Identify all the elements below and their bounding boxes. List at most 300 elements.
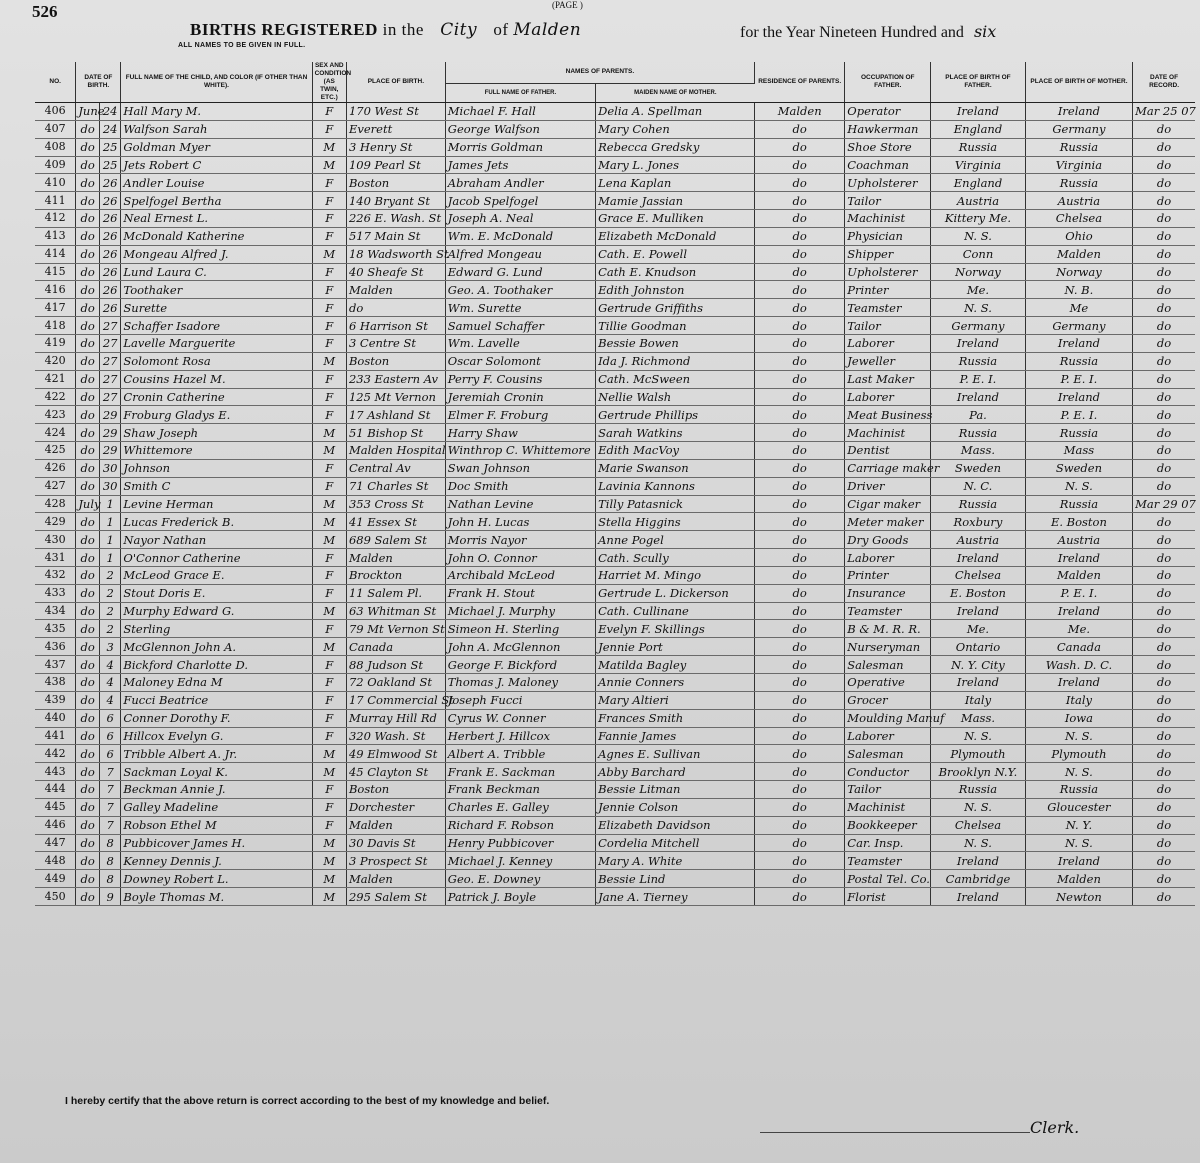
cell-record: do: [1133, 638, 1195, 656]
table-row: [35, 156, 1195, 174]
cell-name: Lucas Frederick B.: [121, 513, 312, 531]
cell-mother: Bessie Lind: [596, 870, 755, 888]
cell-month: do: [76, 870, 100, 888]
cell-no: 422: [35, 388, 76, 406]
cell-record: do: [1133, 531, 1195, 549]
cell-month: do: [76, 156, 100, 174]
cell-day: 6: [99, 745, 120, 763]
col-sex: SEX AND CONDITION (AS TWIN, ETC.): [312, 62, 346, 103]
cell-residence: do: [755, 138, 845, 156]
cell-name: Surette: [121, 299, 312, 317]
col-mother-name: MAIDEN NAME OF MOTHER.: [596, 83, 755, 102]
cell-sex: F: [312, 816, 346, 834]
cell-fbirth: Russia: [931, 781, 1026, 799]
cell-place: 45 Clayton St: [346, 763, 445, 781]
births-table: [35, 62, 1195, 906]
table-row: [35, 138, 1195, 156]
cell-day: 8: [99, 870, 120, 888]
cell-residence: do: [755, 691, 845, 709]
cell-name: Walfson Sarah: [121, 120, 312, 138]
cell-sex: F: [312, 620, 346, 638]
cell-day: 27: [99, 352, 120, 370]
cell-place: Boston: [346, 174, 445, 192]
cell-name: Sterling: [121, 620, 312, 638]
cell-no: 411: [35, 192, 76, 210]
cell-occupation: Dry Goods: [845, 531, 931, 549]
table-row: [35, 656, 1195, 674]
cell-sex: M: [312, 870, 346, 888]
cell-residence: do: [755, 870, 845, 888]
cell-place: 689 Salem St: [346, 531, 445, 549]
cell-father: Frank E. Sackman: [445, 763, 595, 781]
cell-residence: do: [755, 317, 845, 335]
cell-mother: Marie Swanson: [596, 459, 755, 477]
cell-occupation: Laborer: [845, 334, 931, 352]
table-row: [35, 531, 1195, 549]
table-row: [35, 674, 1195, 692]
cell-day: 26: [99, 192, 120, 210]
cell-occupation: Operator: [845, 103, 931, 121]
cell-record: do: [1133, 388, 1195, 406]
cell-father: John O. Connor: [445, 549, 595, 567]
cell-residence: do: [755, 459, 845, 477]
cell-father: Thomas J. Maloney: [445, 674, 595, 692]
cell-record: do: [1133, 192, 1195, 210]
cell-name: Conner Dorothy F.: [121, 709, 312, 727]
cell-month: do: [76, 852, 100, 870]
cell-month: do: [76, 656, 100, 674]
cell-mbirth: Russia: [1025, 424, 1132, 442]
cell-record: do: [1133, 174, 1195, 192]
cell-day: 25: [99, 138, 120, 156]
table-row: [35, 245, 1195, 263]
table-row: [35, 709, 1195, 727]
cell-residence: do: [755, 852, 845, 870]
cell-mother: Fannie James: [596, 727, 755, 745]
cell-father: Henry Pubbicover: [445, 834, 595, 852]
cell-no: 438: [35, 674, 76, 692]
cell-occupation: Coachman: [845, 156, 931, 174]
cell-name: Fucci Beatrice: [121, 691, 312, 709]
cell-mbirth: Ireland: [1025, 103, 1132, 121]
col-father-birthplace: PLACE OF BIRTH OF FATHER.: [931, 62, 1026, 103]
cell-no: 410: [35, 174, 76, 192]
cell-place: 17 Ashland St: [346, 406, 445, 424]
cell-month: do: [76, 138, 100, 156]
cell-no: 413: [35, 227, 76, 245]
cell-mother: Mary Altieri: [596, 691, 755, 709]
year-prefix: for the Year Nineteen Hundred and: [740, 24, 964, 41]
cell-mbirth: Chelsea: [1025, 210, 1132, 228]
cell-place: 6 Harrison St: [346, 317, 445, 335]
cell-sex: F: [312, 566, 346, 584]
cell-record: do: [1133, 459, 1195, 477]
cell-residence: do: [755, 352, 845, 370]
cell-record: do: [1133, 852, 1195, 870]
cell-no: 406: [35, 103, 76, 121]
cell-day: 26: [99, 299, 120, 317]
cell-occupation: Moulding Manuf: [845, 709, 931, 727]
cell-sex: F: [312, 691, 346, 709]
cell-record: Mar 29 07: [1133, 495, 1195, 513]
cell-name: Pubbicover James H.: [121, 834, 312, 852]
cell-occupation: Cigar maker: [845, 495, 931, 513]
cell-residence: do: [755, 816, 845, 834]
cell-fbirth: Conn: [931, 245, 1026, 263]
cell-place: 40 Sheafe St: [346, 263, 445, 281]
cell-mbirth: Russia: [1025, 352, 1132, 370]
cell-mbirth: Ireland: [1025, 549, 1132, 567]
cell-mother: Mamie Jassian: [596, 192, 755, 210]
cell-occupation: Florist: [845, 888, 931, 906]
cell-mbirth: Plymouth: [1025, 745, 1132, 763]
cell-day: 27: [99, 388, 120, 406]
cell-no: 429: [35, 513, 76, 531]
cell-record: do: [1133, 317, 1195, 335]
cell-sex: M: [312, 352, 346, 370]
cell-mbirth: Sweden: [1025, 459, 1132, 477]
cell-residence: do: [755, 584, 845, 602]
cell-name: Beckman Annie J.: [121, 781, 312, 799]
cell-father: Swan Johnson: [445, 459, 595, 477]
cell-mother: Cath. Cullinane: [596, 602, 755, 620]
cell-mbirth: Malden: [1025, 245, 1132, 263]
cell-mbirth: Mass: [1025, 442, 1132, 460]
certification-text: I hereby certify that the above return is correct according to the best of my knowledge and belief.: [65, 1095, 550, 1107]
cell-place: 63 Whitman St: [346, 602, 445, 620]
cell-place: Malden: [346, 870, 445, 888]
cell-name: Mongeau Alfred J.: [121, 245, 312, 263]
cell-fbirth: Germany: [931, 317, 1026, 335]
cell-fbirth: Russia: [931, 352, 1026, 370]
cell-occupation: Carriage maker: [845, 459, 931, 477]
cell-name: Spelfogel Bertha: [121, 192, 312, 210]
cell-name: Maloney Edna M: [121, 674, 312, 692]
cell-sex: F: [312, 210, 346, 228]
cell-name: Lavelle Marguerite: [121, 334, 312, 352]
cell-residence: do: [755, 745, 845, 763]
cell-day: 29: [99, 406, 120, 424]
cell-place: 353 Cross St: [346, 495, 445, 513]
signature-line: [760, 1132, 1030, 1133]
cell-father: Alfred Mongeau: [445, 245, 595, 263]
cell-residence: do: [755, 424, 845, 442]
cell-fbirth: Mass.: [931, 709, 1026, 727]
cell-month: do: [76, 281, 100, 299]
cell-name: Levine Herman: [121, 495, 312, 513]
cell-father: Joseph A. Neal: [445, 210, 595, 228]
cell-month: do: [76, 263, 100, 281]
cell-father: Wm. Surette: [445, 299, 595, 317]
cell-father: John A. McGlennon: [445, 638, 595, 656]
cell-occupation: Shipper: [845, 245, 931, 263]
cell-sex: M: [312, 513, 346, 531]
cell-no: 412: [35, 210, 76, 228]
cell-father: Edward G. Lund: [445, 263, 595, 281]
cell-residence: do: [755, 120, 845, 138]
cell-fbirth: Ireland: [931, 852, 1026, 870]
cell-record: do: [1133, 674, 1195, 692]
cell-day: 29: [99, 424, 120, 442]
cell-occupation: Driver: [845, 477, 931, 495]
cell-day: 24: [99, 103, 120, 121]
cell-fbirth: Ireland: [931, 549, 1026, 567]
cell-place: 125 Mt Vernon: [346, 388, 445, 406]
cell-no: 414: [35, 245, 76, 263]
cell-month: do: [76, 798, 100, 816]
cell-place: 51 Bishop St: [346, 424, 445, 442]
cell-occupation: Physician: [845, 227, 931, 245]
cell-father: Harry Shaw: [445, 424, 595, 442]
cell-residence: do: [755, 727, 845, 745]
cell-month: do: [76, 727, 100, 745]
cell-mbirth: Norway: [1025, 263, 1132, 281]
cell-mother: Harriet M. Mingo: [596, 566, 755, 584]
cell-sex: F: [312, 727, 346, 745]
cell-no: 428: [35, 495, 76, 513]
cell-day: 27: [99, 370, 120, 388]
cell-record: do: [1133, 120, 1195, 138]
cell-place: 11 Salem Pl.: [346, 584, 445, 602]
cell-fbirth: Me.: [931, 281, 1026, 299]
cell-no: 426: [35, 459, 76, 477]
cell-month: do: [76, 299, 100, 317]
cell-place: 49 Elmwood St: [346, 745, 445, 763]
cell-no: 418: [35, 317, 76, 335]
cell-name: Jets Robert C: [121, 156, 312, 174]
cell-place: 3 Prospect St: [346, 852, 445, 870]
cell-occupation: Conductor: [845, 763, 931, 781]
cell-day: 4: [99, 656, 120, 674]
cell-mbirth: N. S.: [1025, 763, 1132, 781]
cell-month: do: [76, 566, 100, 584]
cell-name: Tribble Albert A. Jr.: [121, 745, 312, 763]
cell-mother: Nellie Walsh: [596, 388, 755, 406]
cell-month: do: [76, 584, 100, 602]
cell-day: 26: [99, 227, 120, 245]
cell-mother: Lena Kaplan: [596, 174, 755, 192]
cell-fbirth: Pa.: [931, 406, 1026, 424]
cell-occupation: Teamster: [845, 299, 931, 317]
table-row: [35, 352, 1195, 370]
clerk-signature: Clerk.: [1030, 1118, 1080, 1137]
cell-father: Morris Goldman: [445, 138, 595, 156]
cell-mother: Grace E. Mulliken: [596, 210, 755, 228]
cell-father: Cyrus W. Conner: [445, 709, 595, 727]
cell-place: Murray Hill Rd: [346, 709, 445, 727]
table-row: [35, 852, 1195, 870]
cell-month: do: [76, 602, 100, 620]
cell-occupation: Tailor: [845, 317, 931, 335]
cell-place: 79 Mt Vernon St: [346, 620, 445, 638]
cell-mother: Gertrude Phillips: [596, 406, 755, 424]
cell-month: do: [76, 334, 100, 352]
cell-residence: do: [755, 834, 845, 852]
cell-day: 7: [99, 816, 120, 834]
cell-residence: do: [755, 513, 845, 531]
table-row: [35, 834, 1195, 852]
cell-month: do: [76, 709, 100, 727]
cell-residence: do: [755, 156, 845, 174]
table-row: [35, 120, 1195, 138]
cell-mbirth: Ohio: [1025, 227, 1132, 245]
cell-day: 2: [99, 566, 120, 584]
cell-day: 26: [99, 245, 120, 263]
cell-no: 415: [35, 263, 76, 281]
cell-no: 437: [35, 656, 76, 674]
cell-fbirth: N. C.: [931, 477, 1026, 495]
cell-record: do: [1133, 406, 1195, 424]
cell-day: 2: [99, 584, 120, 602]
cell-mother: Rebecca Gredsky: [596, 138, 755, 156]
cell-sex: F: [312, 406, 346, 424]
cell-name: Solomont Rosa: [121, 352, 312, 370]
cell-name: Kenney Dennis J.: [121, 852, 312, 870]
cell-residence: do: [755, 674, 845, 692]
cell-mbirth: Ireland: [1025, 852, 1132, 870]
cell-day: 30: [99, 477, 120, 495]
cell-father: Morris Nayor: [445, 531, 595, 549]
cell-place: Boston: [346, 781, 445, 799]
cell-place: 41 Essex St: [346, 513, 445, 531]
cell-record: do: [1133, 745, 1195, 763]
register-title: [190, 20, 581, 40]
cell-mother: Evelyn F. Skillings: [596, 620, 755, 638]
cell-day: 4: [99, 674, 120, 692]
col-father-name: FULL NAME OF FATHER.: [445, 83, 595, 102]
cell-name: Johnson: [121, 459, 312, 477]
cell-mother: Mary A. White: [596, 852, 755, 870]
cell-name: Lund Laura C.: [121, 263, 312, 281]
cell-mother: Frances Smith: [596, 709, 755, 727]
cell-no: 423: [35, 406, 76, 424]
cell-month: do: [76, 531, 100, 549]
cell-mother: Bessie Bowen: [596, 334, 755, 352]
cell-fbirth: Austria: [931, 531, 1026, 549]
cell-record: do: [1133, 584, 1195, 602]
cell-month: do: [76, 638, 100, 656]
cell-sex: F: [312, 709, 346, 727]
cell-father: Michael J. Murphy: [445, 602, 595, 620]
cell-father: Michael J. Kenney: [445, 852, 595, 870]
table-row: [35, 281, 1195, 299]
cell-mother: Tilly Patasnick: [596, 495, 755, 513]
cell-mother: Tillie Goodman: [596, 317, 755, 335]
cell-fbirth: Russia: [931, 424, 1026, 442]
cell-mother: Agnes E. Sullivan: [596, 745, 755, 763]
cell-sex: F: [312, 477, 346, 495]
cell-no: 430: [35, 531, 76, 549]
cell-name: Galley Madeline: [121, 798, 312, 816]
cell-no: 443: [35, 763, 76, 781]
city-type: City: [440, 20, 478, 40]
cell-no: 421: [35, 370, 76, 388]
cell-occupation: Meat Business: [845, 406, 931, 424]
cell-mbirth: Virginia: [1025, 156, 1132, 174]
cell-mother: Gertrude Griffiths: [596, 299, 755, 317]
cell-no: 449: [35, 870, 76, 888]
table-row: [35, 638, 1195, 656]
table-row: [35, 763, 1195, 781]
cell-mother: Delia A. Spellman: [596, 103, 755, 121]
cell-sex: M: [312, 888, 346, 906]
cell-fbirth: N. S.: [931, 834, 1026, 852]
cell-occupation: Operative: [845, 674, 931, 692]
cell-day: 6: [99, 709, 120, 727]
cell-record: do: [1133, 424, 1195, 442]
col-full-name: FULL NAME OF THE CHILD, AND COLOR (IF OTHER THAN WHITE).: [121, 62, 312, 103]
cell-no: 419: [35, 334, 76, 352]
cell-sex: F: [312, 334, 346, 352]
cell-record: do: [1133, 870, 1195, 888]
cell-month: do: [76, 174, 100, 192]
cell-mbirth: Germany: [1025, 317, 1132, 335]
cell-no: 407: [35, 120, 76, 138]
cell-month: do: [76, 459, 100, 477]
cell-sex: M: [312, 138, 346, 156]
cell-day: 24: [99, 120, 120, 138]
cell-fbirth: Sweden: [931, 459, 1026, 477]
cell-sex: M: [312, 834, 346, 852]
cell-mbirth: Austria: [1025, 531, 1132, 549]
cell-fbirth: E. Boston: [931, 584, 1026, 602]
cell-father: Samuel Schaffer: [445, 317, 595, 335]
cell-mother: Cath. Scully: [596, 549, 755, 567]
cell-day: 3: [99, 638, 120, 656]
cell-fbirth: Chelsea: [931, 566, 1026, 584]
cell-month: do: [76, 781, 100, 799]
cell-name: Shaw Joseph: [121, 424, 312, 442]
cell-record: do: [1133, 281, 1195, 299]
cell-place: 3 Centre St: [346, 334, 445, 352]
cell-name: Smith C: [121, 477, 312, 495]
cell-mbirth: Ireland: [1025, 674, 1132, 692]
cell-no: 409: [35, 156, 76, 174]
register-subtitle: ALL NAMES TO BE GIVEN IN FULL.: [178, 42, 306, 49]
cell-sex: F: [312, 281, 346, 299]
cell-record: do: [1133, 334, 1195, 352]
cell-sex: F: [312, 227, 346, 245]
cell-name: Cronin Catherine: [121, 388, 312, 406]
cell-place: Malden: [346, 549, 445, 567]
cell-residence: do: [755, 477, 845, 495]
cell-record: do: [1133, 727, 1195, 745]
cell-mbirth: Russia: [1025, 174, 1132, 192]
cell-month: do: [76, 834, 100, 852]
cell-fbirth: Roxbury: [931, 513, 1026, 531]
cell-father: Archibald McLeod: [445, 566, 595, 584]
cell-month: do: [76, 888, 100, 906]
cell-residence: do: [755, 888, 845, 906]
cell-place: Canada: [346, 638, 445, 656]
cell-occupation: B & M. R. R.: [845, 620, 931, 638]
cell-residence: do: [755, 263, 845, 281]
table-row: [35, 495, 1195, 513]
cell-month: do: [76, 816, 100, 834]
cell-mbirth: Me.: [1025, 620, 1132, 638]
cell-mbirth: E. Boston: [1025, 513, 1132, 531]
table-row: [35, 745, 1195, 763]
cell-record: Mar 25 07: [1133, 103, 1195, 121]
cell-place: 295 Salem St: [346, 888, 445, 906]
cell-month: do: [76, 370, 100, 388]
table-row: [35, 406, 1195, 424]
cell-no: 442: [35, 745, 76, 763]
cell-month: June: [76, 103, 100, 121]
cell-mother: Abby Barchard: [596, 763, 755, 781]
cell-mbirth: P. E. I.: [1025, 406, 1132, 424]
cell-father: Winthrop C. Whittemore: [445, 442, 595, 460]
